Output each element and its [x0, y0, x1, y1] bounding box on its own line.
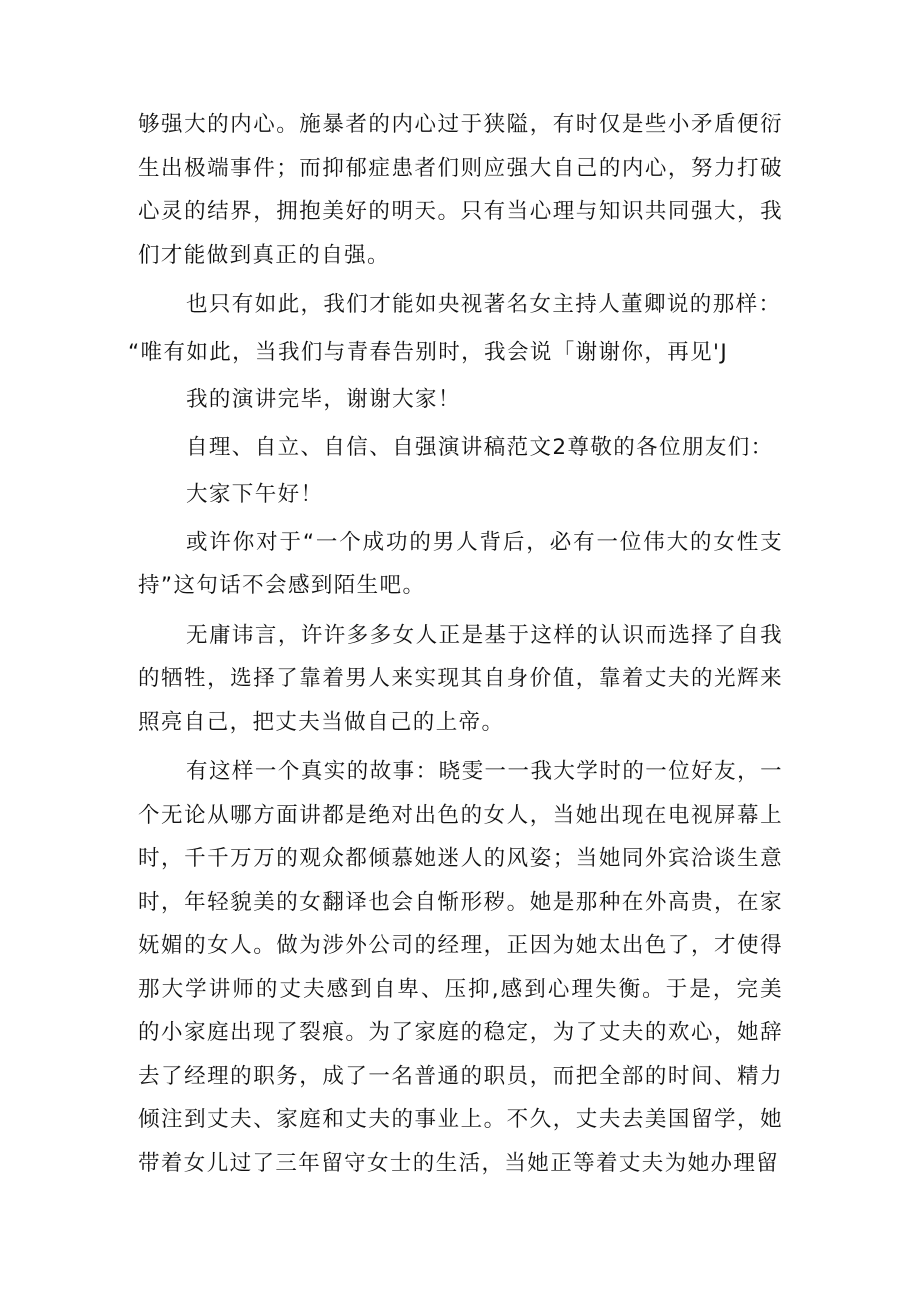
paragraph-greeting: 大家下午好！	[186, 482, 324, 507]
document-body	[128, 103, 783, 1185]
section-heading: 自理、自立、自信、自强演讲稿范文2尊敬的各位朋友们：	[186, 434, 774, 460]
paragraph-proverb: 或许你对于“一个成功的男人背后，必有一位伟大的女性支持”这句话不会感到陌生吧。	[138, 529, 783, 598]
paragraph-sacrifice: 无庸讳言，许许多多女人正是基于这样的认识而选择了自我的牺牲，选择了靠着男人来实现其自身价值，靠着丈夫的光辉来照亮自己，把丈夫当做自己的上帝。	[138, 622, 783, 735]
paragraph-quote-intro: 也只有如此，我们才能如央视著名女主持人董卿说的那样：	[186, 292, 782, 317]
paragraph-closing: 我的演讲完毕，谢谢大家！	[186, 387, 461, 412]
paragraph-quote: “唯有如此，当我们与青春告别时，我会说「谢谢你，再见'J	[128, 339, 729, 365]
paragraph-continuation: 够强大的内心。施暴者的内心过于狭隘，有时仅是些小矛盾便衍生出极端事件；而抑郁症患者们则应强大自己的内心，努力打破心灵的结界，拥抱美好的明天。只有当心理与知识共同强大，我们才能做到真正的自强。	[138, 112, 783, 268]
paragraph-story: 有这样一个真实的故事：晓雯一一我大学时的一位好友，一个无论从哪方面讲都是绝对出色的女人，当她出现在电视屏幕上时，千千万万的观众都倾慕她迷人的风姿；当她同外宾洽谈生意时，年轻貌美的女翻译也会自惭形秽。她是那种在外高贵，在家妩媚的女人。做为涉外公司的经理，正因为她太出色了，才使得那大学讲师的丈夫感到自卑、压抑,感到心理失衡。于是，完美的小家庭出现了裂痕。为了家庭的稳定，为了丈夫的欢心，她辞去了经理的职务，成了一名普通的职员，而把全部的时间、精力倾注到丈夫、家庭和丈夫的事业上。不久，丈夫去美国留学，她带着女儿过了三年留守女士的生活，当她正等着丈夫为她办理留	[138, 759, 783, 1176]
